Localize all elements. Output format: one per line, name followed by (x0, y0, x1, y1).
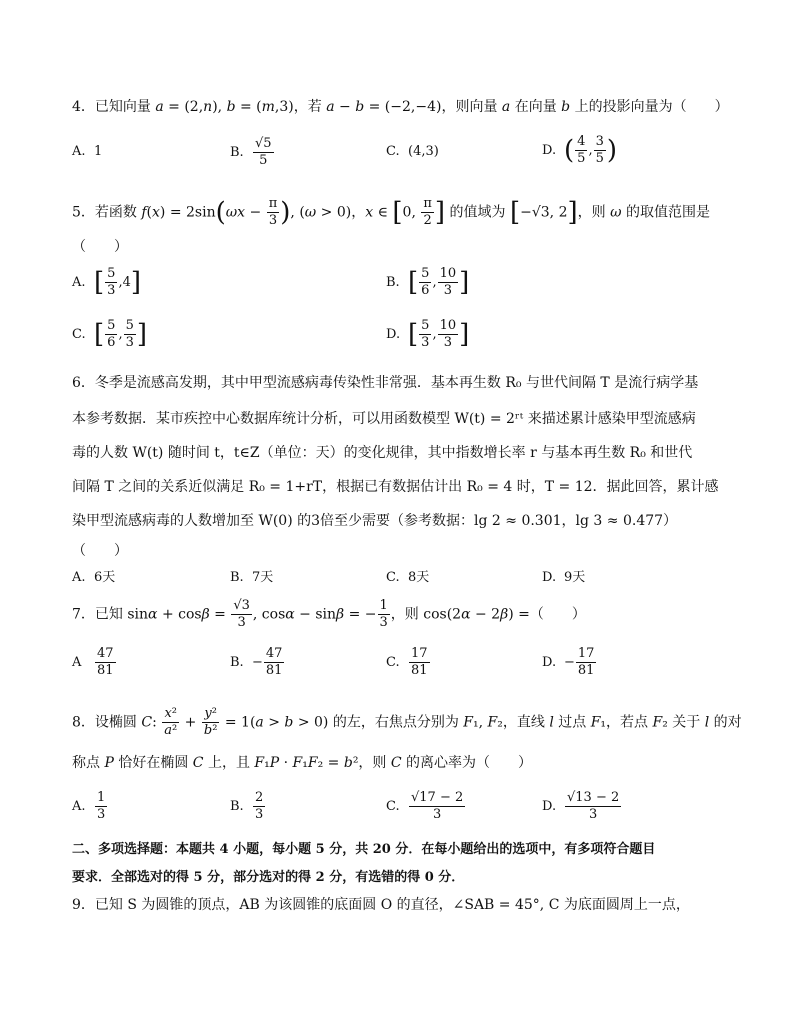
q5-stem: 5．若函数 f(x) = 2sin(ωx − $\frac{\pi}{3}$ ), (ω > 0)，x ∈ [0, $\frac{\pi}{2}$ ] 的值域为 [−√3, 2]，则 ω 的取值范围是 (72, 196, 710, 228)
q6-line-5: 染甲型流感病毒的人数增加至 W(0) 的3倍至少需要（参考数据：lg 2 ≈ 0.301，lg 3 ≈ 0.477） (72, 513, 678, 529)
q4-option-d: D. ( $\frac{4}{5}$ , $\frac{3}{5}$ ) (542, 134, 618, 166)
section2-line-2: 要求．全部选对的得 5 分，部分选对的得 2 分，有选错的得 0 分． (72, 870, 465, 885)
q5-option-a: A. [ $\frac{5}{3}$ ,4] (72, 266, 141, 298)
q6-line-4: 间隔 T 之间的关系近似满足 R₀ = 1+rT，根据已有数据估计出 R₀ = 4 时，T = 12．据此回答，累计感 (72, 479, 719, 495)
q6-option-a: A. 6天 (72, 570, 116, 585)
q7-stem: 7．已知 sinα + cosβ = $\frac{√3}{3}$ , cosα − sinβ = − $\frac{1}{3}$ ，则 cos(2α − 2β) =（ ） (72, 598, 586, 630)
q8-option-c: C. $\frac{√17 - 2}{3}$ (386, 790, 464, 822)
q7-option-d: D. − $\frac{17}{81}$ (542, 646, 595, 678)
q8-line-1: 8．设椭圆 C: $\frac{\text{x²}}{\text{a²}}$ + $\frac{\text{y²}}{\text{b²}}$ = 1(a > b > 0) 的左，右焦点分别为 F₁, F₂，直线 l 过点 F₁，若点 F₂ 关于 l 的对 (72, 706, 742, 738)
q5-paren: （ ） (72, 239, 128, 255)
q4-option-c: C. (4,3) (386, 144, 439, 159)
q8-line-2: 称点 P 恰好在椭圆 C 上，且 F₁P · F₁F₂ = b²，则 C 的离心率为（ ） (72, 755, 533, 771)
q5-option-b: B. [ $\frac{5}{6}$ , $\frac{10}{3}$ ] (386, 266, 470, 298)
q7-option-c: C. $\frac{17}{81}$ (386, 646, 428, 678)
q6-paren: （ ） (72, 543, 128, 559)
q8-option-a: A. $\frac{1}{3}$ (72, 790, 106, 822)
q6-line-1: 6．冬季是流感高发期，其中甲型流感病毒传染性非常强．基本再生数 R₀ 与世代间隔 T 是流行病学基 (72, 375, 699, 391)
q5-option-c: C. [ $\frac{5}{6}$ , $\frac{5}{3}$ ] (72, 318, 148, 350)
q4-option-a: A. 1 (72, 144, 103, 159)
q6-line-3: 毒的人数 W(t) 随时间 t，t∈Z（单位：天）的变化规律，其中指数增长率 r 与基本再生数 R₀ 和世代 (72, 445, 693, 461)
q6-line-2: 本参考数据．某市疾控中心数据库统计分析，可以用函数模型 W(t) = 2ʳᵗ 来描述累计感染甲型流感病 (72, 411, 696, 427)
q4-option-b: B. $\frac{√5}{5}$ (230, 136, 272, 168)
q8-option-b: B. $\frac{2}{3}$ (230, 790, 264, 822)
q5-option-d: D. [ $\frac{5}{3}$ , $\frac{10}{3}$ ] (386, 318, 470, 350)
q4-stem: 4．已知向量 a = (2,n), b = (m,3)，若 a − b = (−2,−4)，则向量 a 在向量 b 上的投影向量为（ ） (72, 99, 729, 115)
section2-line-1: 二、多项选择题：本题共 4 小题，每小题 5 分，共 20 分．在每小题给出的选项中，有多项符合题目 (72, 842, 656, 857)
q7-option-b: B. − $\frac{47}{81}$ (230, 646, 283, 678)
q7-option-a: A $\frac{47}{81}$ (72, 646, 114, 678)
q6-option-d: D. 9天 (542, 570, 586, 585)
q8-option-d: D. $\frac{√13 - 2}{3}$ (542, 790, 620, 822)
q6-option-b: B. 7天 (230, 570, 274, 585)
q9-stem: 9．已知 S 为圆锥的顶点，AB 为该圆锥的底面圆 O 的直径，∠SAB = 45°, C 为底面圆周上一点， (72, 897, 690, 913)
q6-option-c: C. 8天 (386, 570, 430, 585)
